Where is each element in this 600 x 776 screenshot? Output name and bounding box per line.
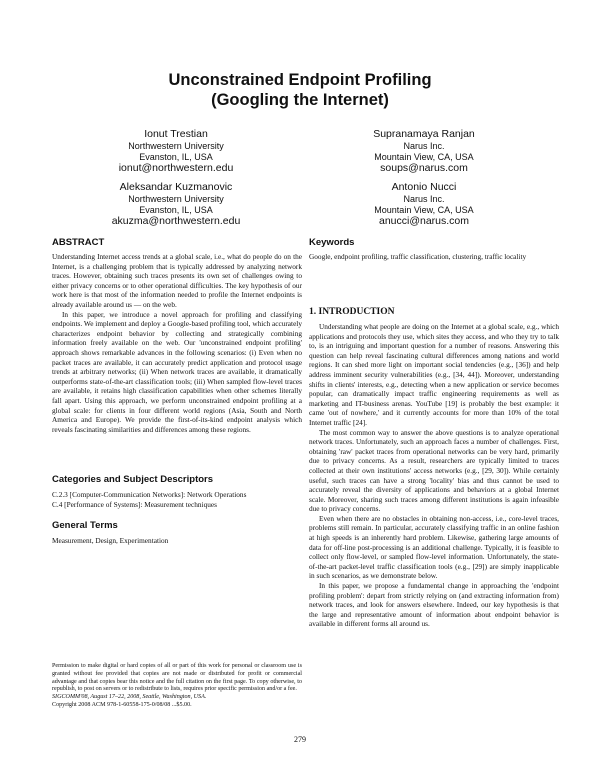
author-affiliation: Narus Inc.: [403, 194, 445, 204]
general-terms-body: [52, 536, 302, 546]
copyright-notice: [52, 663, 302, 710]
author-email: akuzma@northwestern.edu: [111, 215, 241, 227]
conference-line: SIGCOMM'08, August 17–22, 2008, Seattle, Washington, USA.: [52, 694, 207, 701]
page-number: 279: [294, 735, 306, 744]
title-line-2: (Googling the Internet): [211, 91, 389, 109]
category-line-2: C.4 [Performance of Systems]: Measurement techniques: [52, 499, 217, 509]
author-location: Mountain View, CA, USA: [374, 151, 474, 162]
author-affiliation: Northwestern University: [128, 194, 224, 204]
author-location: Evanston, IL, USA: [139, 151, 213, 162]
abstract-paragraph-2: In this paper, we introduce a novel approach for profiling and classifying endpoints. We implement and deploy a Google-based profiling tool, which accurately characterizes endpoint behavior by collecting and strategically combining information freely available on the web. Our 'unconstrained endpoint profiling' approach shows remarkable advances in the following scenarios: (i) Even when no packet traces are available, it can accurately predict application and protocol usage trends at arbitrary networks; (ii) When network traces are available, it dramatically outperforms state-of-the-art classification tools; (iii) When sampled flow-level traces are available, it retains high classification capabilities when other schemes literally fall apart. Using this approach, we perform unconstrained endpoint profiling at a global scale: for clients in four different world regions (Asia, South and North America and Europe). We provide the first-of-its-kind endpoint analysis which reveals fascinating similarities and differences among these regions.: [52, 309, 302, 434]
permission-text: Permission to make digital or hard copies of all or part of this work for personal or classroom use is granted without fee provided that copies are not made or distributed for profit or commercial advantage and that copies bear this notice and the full citation on the first page. To copy otherwise, to republish, to post on servers or to redistribute to lists, requires prior specific permission and/or a fee.: [52, 663, 302, 693]
author-name: Ionut Trestian: [144, 128, 208, 140]
keywords-heading: Keywords: [309, 237, 355, 248]
categories-heading: Categories and Subject Descriptors: [52, 474, 214, 485]
author-block-4: [304, 181, 544, 228]
author-block-2: [304, 128, 544, 175]
intro-paragraph-4: In this paper, we propose a fundamental change in approaching the 'endpoint profiling problem': depart from strictly relying on (and extracting information from) network traces, and look for answers elsewhere. Indeed, our key hypothesis is that the large and representative amount of information about endpoint behavior is available in different forms all around us.: [309, 581, 559, 629]
paper-title: [0, 70, 600, 110]
keywords-body: [309, 252, 559, 262]
abstract-paragraph-1: Understanding Internet access trends at a global scale, i.e., what do people do on the Internet, is a challenging problem that is typically addressed by analyzing network traces. However, obtaining such traces presents its own set of challenges owing to either privacy concerns or to other operational difficulties. The key hypothesis of our work here is that most of the information needed to profile the Internet endpoints is already available around us — on the web.: [52, 252, 302, 309]
title-line-1: Unconstrained Endpoint Profiling: [168, 71, 432, 89]
author-name: Supranamaya Ranjan: [373, 128, 475, 140]
general-terms-text: Measurement, Design, Experimentation: [52, 536, 169, 545]
introduction-body: [309, 322, 559, 629]
general-terms-heading: General Terms: [52, 520, 118, 531]
author-location: Evanston, IL, USA: [139, 204, 213, 215]
copyright-line: Copyright 2008 ACM 978-1-60558-175-0/08/08 ...$5.00.: [52, 701, 192, 708]
author-email: soups@narus.com: [380, 162, 468, 174]
author-block-3: [56, 181, 296, 228]
author-name: Aleksandar Kuzmanovic: [119, 181, 233, 193]
introduction-heading: 1. INTRODUCTION: [309, 307, 395, 317]
categories-body: [52, 490, 302, 509]
category-line-1: C.2.3 [Computer-Communication Networks]: Network Operations: [52, 490, 247, 499]
author-affiliation: Narus Inc.: [403, 141, 445, 151]
author-affiliation: Northwestern University: [128, 141, 224, 151]
intro-paragraph-1: Understanding what people are doing on the Internet at a global scale, e.g., which applications and protocols they use, which sites they access, and who they try to talk to, is an intriguing and important question for a number of reasons. Answering this question can help reveal fascinating cultural differences among nations and world regions. It can shed more light on important social tendencies (e.g., [36]) and help address imminent security vulnerabilities (e.g., [34, 44]). Moreover, understanding shifts in clients' interests, e.g., detecting when a new application or service becomes popular, can dramatically impact traffic engineering requirements as well as marketing and IT-business arenas. YouTube [19] is probably the best example: it came 'out of nowhere,' and it currently accounts for more than 10% of the total Internet traffic [24].: [309, 322, 559, 427]
author-block-1: [56, 128, 296, 175]
author-email: ionut@northwestern.edu: [118, 162, 234, 174]
abstract-heading: ABSTRACT: [52, 237, 105, 248]
intro-paragraph-2: The most common way to answer the above questions is to analyze operational network traces. Unfortunately, such an approach faces a number of challenges. First, obtaining 'raw' packet traces from operational networks can be very hard, primarily due to privacy concerns. As a result, researchers are typically limited to traces collected at their own institutions' access networks (e.g., [29, 30]). While certainly useful, such traces can have a strong 'locality' bias and thus cannot be used to accurately reveal the diversity of applications and behaviors at a global Internet scale. Moreover, sharing such traces among different institutions is again infeasible due to privacy concerns.: [309, 427, 559, 514]
author-location: Mountain View, CA, USA: [374, 204, 474, 215]
author-email: anucci@narus.com: [378, 215, 470, 227]
abstract-body: [52, 252, 302, 434]
keywords-text: Google, endpoint profiling, traffic classification, clustering, traffic locality: [309, 252, 527, 261]
author-name: Antonio Nucci: [391, 181, 457, 193]
intro-paragraph-3: Even when there are no obstacles in obtaining non-access, i.e., core-level traces, problems still remain. In particular, accurately classifying traffic in an online fashion at high speeds is an inherently hard problem. Likewise, gathering large amounts of data for off-line post-processing is an additional challenge. Typically, it is feasible to collect only flow-level, or sampled flow-level information. Unfortunately, the state-of-the-art packet-level traffic classification tools (e.g., [29]) are simply inapplicable in such scenarios, as we demonstrate below.: [309, 513, 559, 581]
